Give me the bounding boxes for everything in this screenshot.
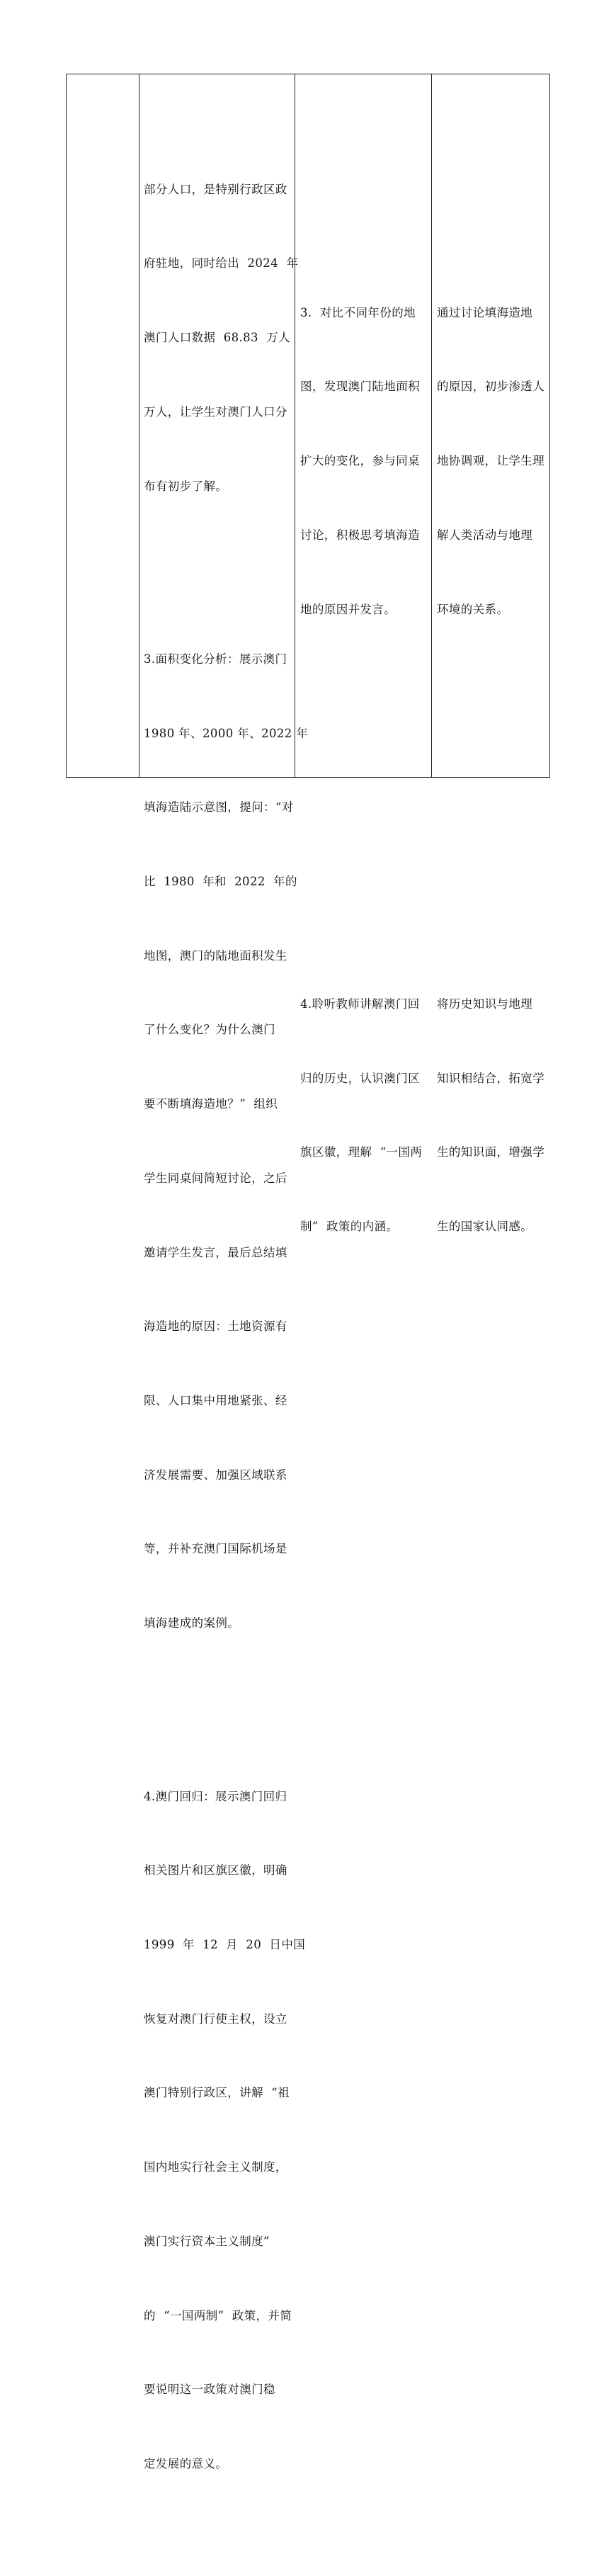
text-line: 生的国家认同感。 (437, 1220, 533, 1233)
text-line: 海造地的原因：土地资源有 (144, 1320, 287, 1334)
teacher-paragraph-population (144, 128, 308, 548)
text-line: 解人类活动与地理 (437, 528, 533, 542)
intent-paragraph-area-change (437, 251, 544, 671)
text-line: 归的历史，认识澳门区 (300, 1071, 420, 1085)
column-divider-3 (431, 74, 432, 777)
text-line: 恢复对澳门行使主权，设立 (144, 2012, 287, 2026)
text-line: 1980 年、2000 年、2022 年 (144, 726, 309, 740)
text-line: 国内地实行社会主义制度， (144, 2160, 287, 2174)
text-line: 万人，让学生对澳门人口分 (144, 404, 287, 419)
text-line: 澳门人口数据 68.83 万人 (144, 331, 291, 345)
text-line: 图，发现澳门陆地面积 (300, 380, 420, 394)
text-line: 4.澳门回归：展示澳门回归 (144, 1789, 287, 1803)
stage-cell (67, 74, 139, 777)
text-line: 3. 对比不同年份的地 (300, 305, 416, 319)
text-line: 1999 年 12 月 20 日中国 (144, 1937, 306, 1951)
text-line: 澳门特别行政区，讲解 “祖 (144, 2086, 290, 2100)
teacher-paragraph-return (144, 1735, 308, 2526)
text-line: 邀请学生发言，最后总结填 (144, 1245, 287, 1259)
intent-paragraph-return (437, 943, 544, 1289)
text-line: 等，并补充澳门国际机场是 (144, 1542, 287, 1556)
text-line: 填海造陆示意图，提问：“对 (144, 800, 294, 815)
text-line: 府驻地，同时给出 2024 年 (144, 256, 299, 271)
text-line: 地的原因并发言。 (300, 602, 397, 616)
text-line: 部分人口，是特别行政区政 (144, 182, 287, 196)
text-line: 通过讨论填海造地 (437, 305, 533, 319)
text-line: 的原因，初步渗透人 (437, 380, 545, 394)
text-line: 环境的关系。 (437, 602, 509, 616)
text-line: 讨论，积极思考填海造 (300, 528, 420, 542)
text-line: 的 “一国两制” 政策，并简 (144, 2308, 292, 2322)
student-paragraph-return (300, 943, 422, 1289)
text-line: 相关图片和区旗区徽，明确 (144, 1863, 287, 1878)
text-line: 了什么变化？为什么澳门 (144, 1023, 275, 1037)
text-line: 将历史知识与地理 (437, 997, 533, 1011)
text-line: 限、人口集中用地紧张、经 (144, 1394, 287, 1408)
lesson-plan-table (66, 74, 550, 2470)
student-activity-cell (300, 202, 422, 1339)
text-line: 学生同桌间简短讨论，之后 (144, 1171, 287, 1185)
text-line: 填海建成的案例。 (144, 1616, 240, 1630)
text-line: 定发展的意义。 (144, 2457, 228, 2470)
teacher-activity-cell (144, 79, 308, 2576)
text-line: 布有初步了解。 (144, 479, 228, 493)
text-line: 知识相结合，拓宽学 (437, 1071, 545, 1085)
teacher-paragraph-area-change (144, 598, 308, 1686)
text-line: 要不断填海造地？” 组织 (144, 1097, 278, 1111)
text-line: 地图，澳门的陆地面积发生 (144, 948, 287, 963)
text-line: 制” 政策的内涵。 (300, 1220, 399, 1233)
student-paragraph-area-change (300, 251, 422, 671)
text-line: 澳门实行资本主义制度” (144, 2234, 270, 2248)
text-line: 生的知识面，增强学 (437, 1145, 545, 1159)
text-line: 旗区徽，理解 “一国两 (300, 1145, 423, 1159)
text-line: 4.聆听教师讲解澳门回 (300, 997, 420, 1011)
design-intent-cell (437, 202, 544, 1339)
text-line: 扩大的变化，参与同桌 (300, 454, 420, 468)
text-line: 地协调观，让学生理 (437, 454, 545, 468)
text-line: 要说明这一政策对澳门稳 (144, 2383, 275, 2397)
text-line: 济发展需要、加强区域联系 (144, 1468, 287, 1482)
text-line: 比 1980 年和 2022 年的 (144, 875, 297, 888)
text-line: 3.面积变化分析：展示澳门 (144, 652, 287, 666)
